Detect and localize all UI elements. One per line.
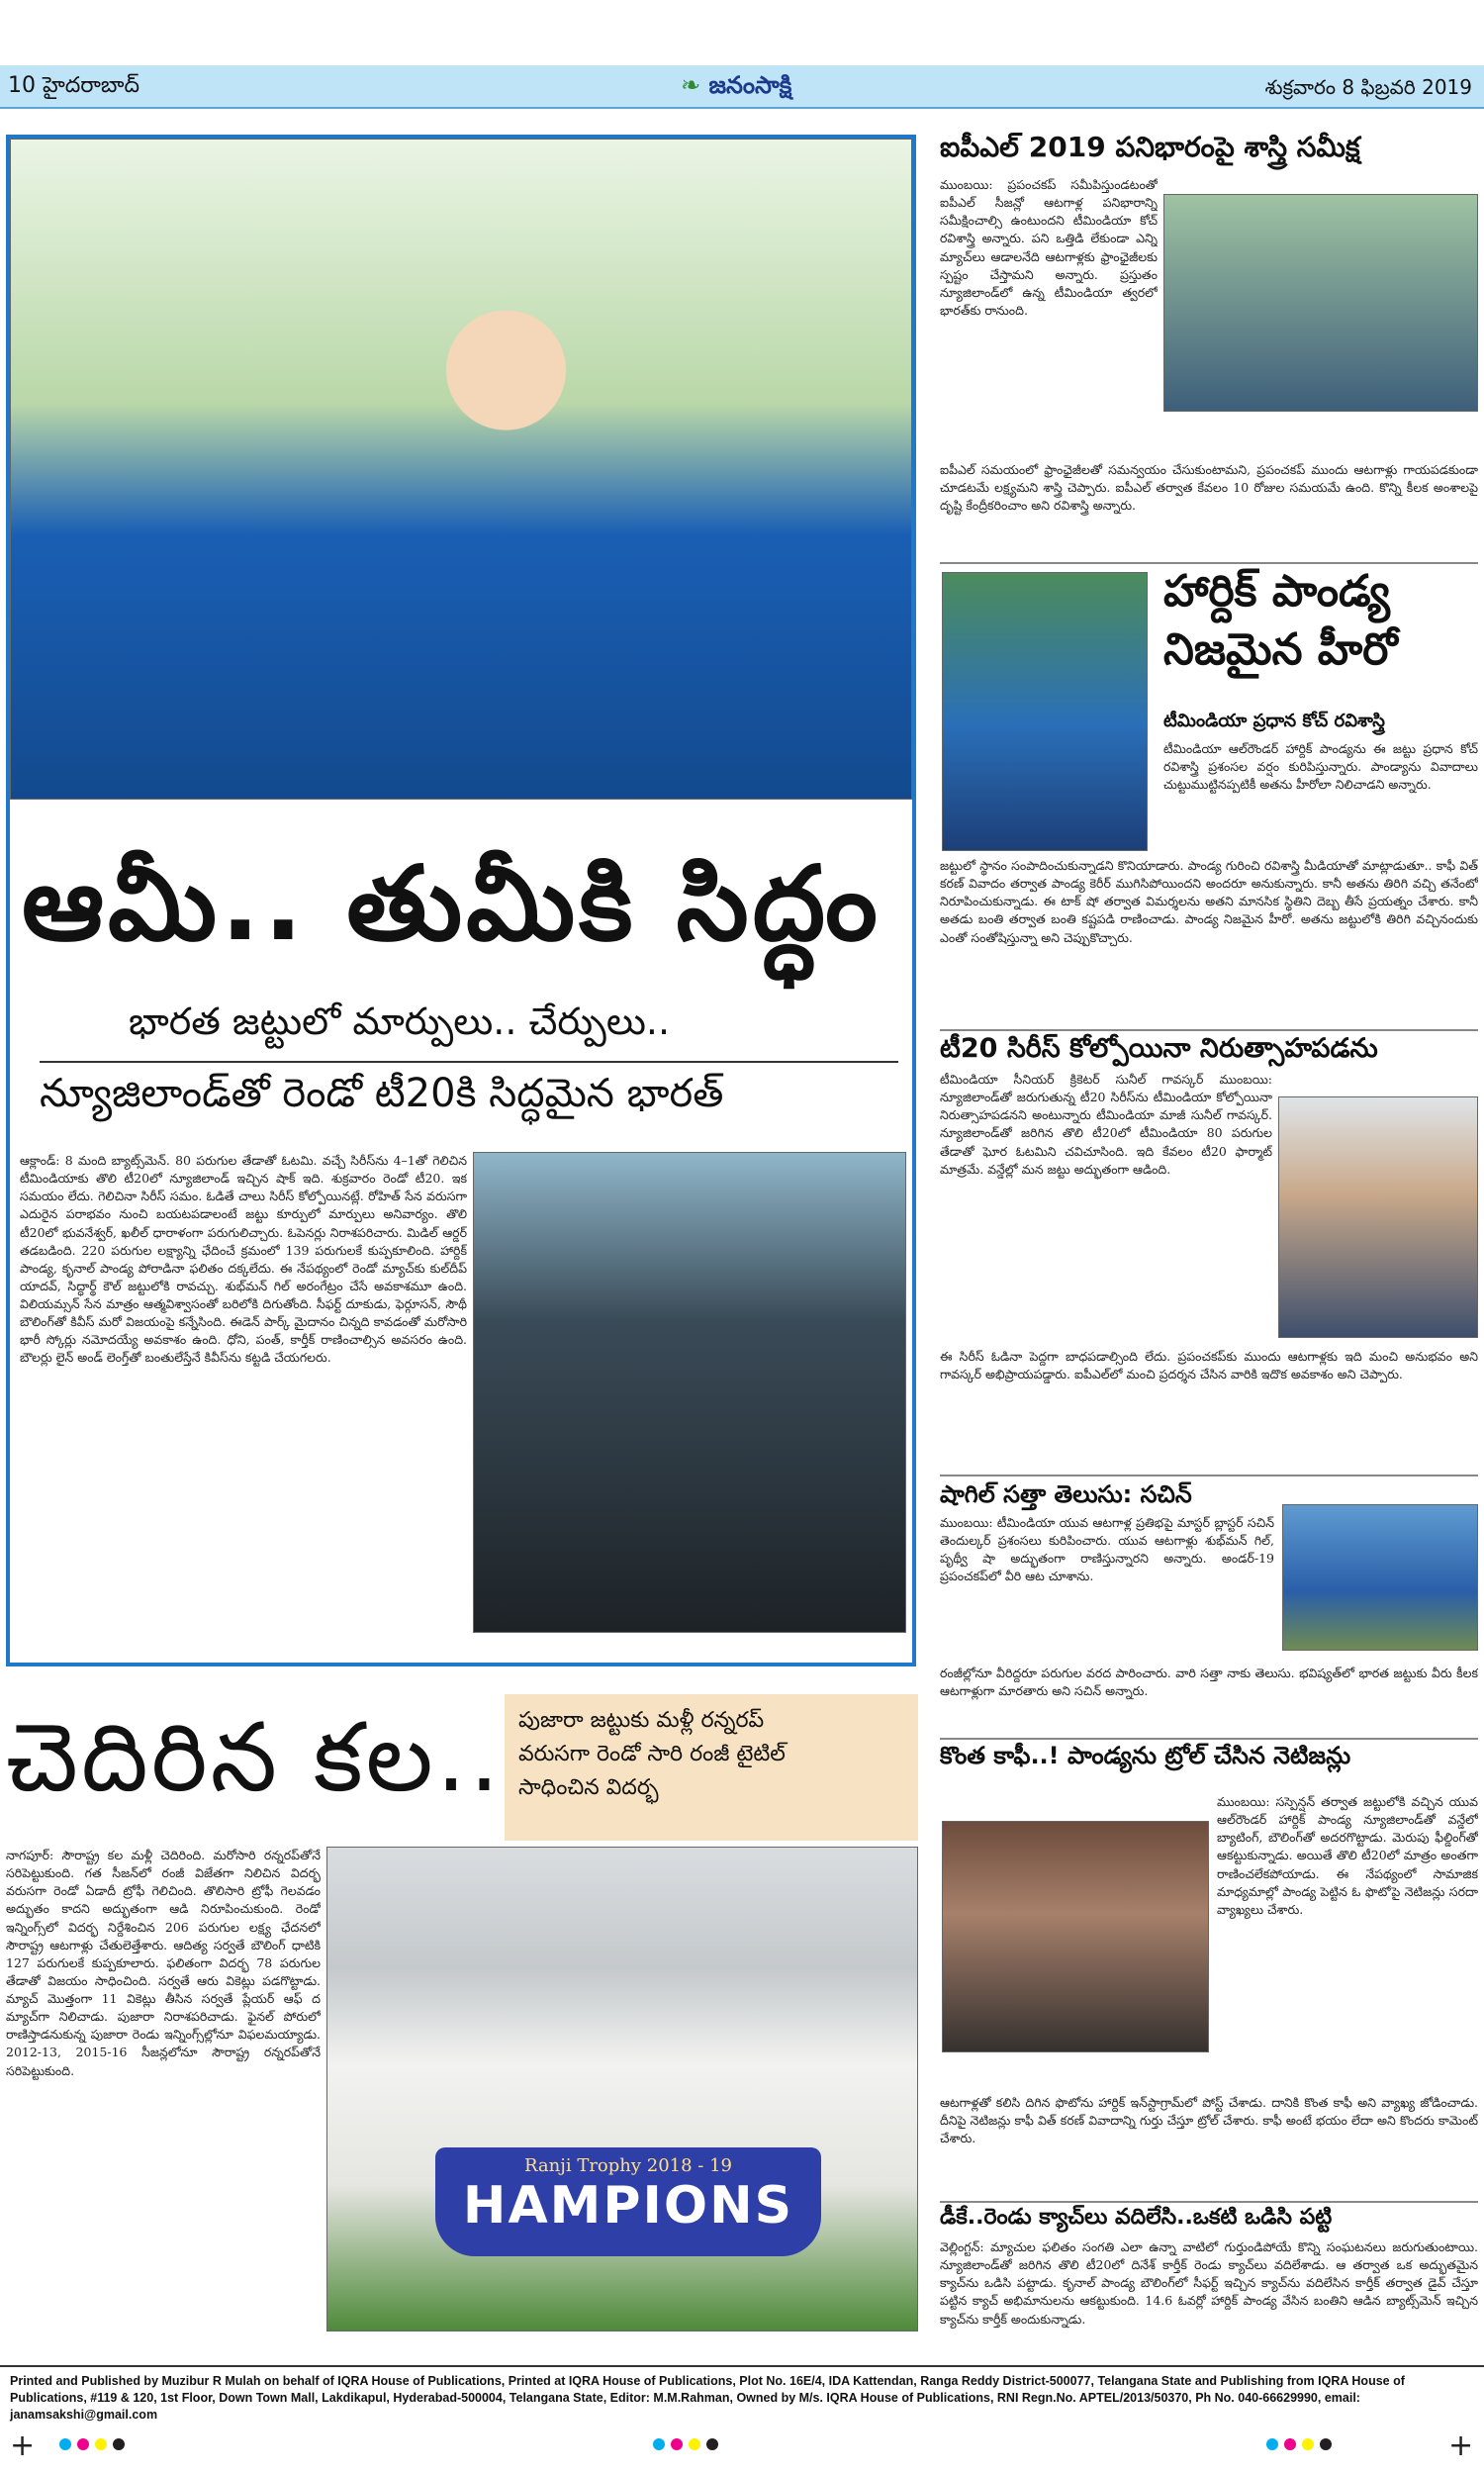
story-headline-ipl-workload: ఐపీఎల్‌ 2019 పనిభారంపై శాస్త్రి సమీక్ష bbox=[940, 131, 1360, 163]
magenta-dot-icon bbox=[671, 2438, 683, 2450]
deck-line-3: సాధించిన విదర్భ bbox=[518, 1775, 659, 1801]
story-headline-hardik-hero bbox=[1163, 562, 1478, 680]
column-divider bbox=[940, 1738, 1478, 1740]
dream-story-body: నాగపూర్‌: సౌరాష్ట్ర కల మళ్లీ చెదిరింది. మరోసారి రన్నరప్‌తోనే సరిపెట్టుకుంది. గత సీజన్‌లో రంజీ విజేతగా నిలిచిన విదర్భ వరుసగా రెండో ఏడాదీ ట్రోఫీ గెలిచింది. తొలిసారి ట్రోఫీ గెలవడం అద్భుతం కాదని అద్భుతంగా ఆడి నిరూపించుకుంది. రెండో ఇన్నింగ్స్‌లో విదర్భ నిర్దేశించిన 206 పరుగుల లక్ష్య ఛేదనలో సౌరాష్ట్ర ఆటగాళ్లు చేతులెత్తేశారు. ఆదిత్య సర్వతే బౌలింగ్‌ ధాటికి 127 పరుగులకే కుప్పకూలారు. ఫలితంగా విదర్భ 78 పరుగుల తేడాతో విజయం సాధించింది. సర్వతే ఆరు వికెట్లు పడగొట్టాడు. మ్యాచ్‌ మొత్తంగా 11 వికెట్లు తీసిన సర్వతే ప్లేయర్‌ ఆఫ్‌ ద మ్యాచ్‌గా నిలిచాడు. పుజారా నిరాశపరిచాడు. ఫైనల్‌ పోరులో రాణిస్తాడనుకున్న పుజారా రెండు ఇన్నింగ్స్‌ల్లోనూ విఫలమయ్యాడు. 2012-13, 2015-16 సీజన్లలోనూ సౌరాష్ట్ర రన్నరప్‌తోనే సరిపెట్టుకుంది. bbox=[6, 1848, 321, 2078]
story-headline-coffee-troll: కొంత కాఫీ..! పాండ్యను ట్రోల్‌ చేసిన నెటిజన్లు bbox=[940, 1742, 1351, 1769]
banner-line-1: Ranji Trophy 2018 - 19 bbox=[523, 2155, 733, 2176]
story-lead: టీమిండియా ప్రధాన కోచ్‌ రవిశాస్త్రి bbox=[1163, 711, 1385, 731]
story-body-sachin-cont: రంజీల్లోనూ వీరిద్దరూ పరుగుల వరద పారించారు. వారి సత్తా నాకు తెలుసు. భవిష్యత్‌లో భారత జట్టుకు వీరు కీలక ఆటగాళ్లుగా మారతారు అని సచిన్‌ అన్నారు. bbox=[940, 1666, 1478, 1699]
ranji-team-photo bbox=[326, 1847, 918, 2332]
magenta-dot-icon bbox=[1284, 2438, 1296, 2450]
magenta-dot-icon bbox=[77, 2438, 89, 2450]
story-body-gavaskar: టీమిండియా సీనియర్‌ క్రికెటర్‌ సునీల్‌ గావస్కర్‌ ముంబయి: న్యూజిలాండ్‌తో జరుగుతున్న టీ20 సిరీస్‌ను టీమిండియా కోల్పోయినా నిరుత్సాహపడనని అంటున్నారు టీమిండియా మాజీ సునీల్‌ గావస్కర్‌. న్యూజిలాండ్‌తో జరిగిన తొలి టీ20లో టీమిండియా 80 పరుగుల తేడాతో ఘోర ఓటమిని చవిచూసింది. ఇది కేవలం టీ20 ఫార్మాట్‌ మాత్రమే. వన్డేల్లో మన జట్టు అద్భుతంగా ఆడింది. bbox=[940, 1072, 1272, 1177]
deck-line-1: పుజారా జట్టుకు మళ్లీ రన్నరప్‌ bbox=[518, 1708, 765, 1733]
main-kicker: భారత జట్టులో మార్పులు.. చేర్పులు.. bbox=[129, 1000, 671, 1043]
yellow-dot-icon bbox=[95, 2438, 107, 2450]
black-dot-icon bbox=[113, 2438, 125, 2450]
story-body-coffee-troll: ముంబయి: సస్పెన్షన్‌ తర్వాత జట్టులోకి వచ్చిన యువ ఆల్‌రౌండర్‌ హార్దిక్‌ పాండ్య న్యూజిలాండ్‌తో వన్డేలో బ్యాటింగ్‌, బౌలింగ్‌తో అదరగొట్టాడు. మెరుపు ఫీల్డింగ్‌తో ఆకట్టుకున్నాడు. అయితే తొలి టీ20లో మాత్రం అంతగా రాణించలేకపోయాడు. ఈ నేపథ్యంలో సామాజిక మాధ్యమాల్లో పాండ్య పెట్టిన ఓ ఫొటోపై నెటిజన్లు సరదా వ్యాఖ్యలు చేశారు. bbox=[1217, 1794, 1478, 1917]
dream-headline: చెదిరిన కల.. bbox=[6, 1702, 503, 1813]
story-photo-gavaskar bbox=[1278, 1096, 1478, 1338]
page-city: హైదరాబాద్ bbox=[43, 73, 139, 98]
newspaper-logo bbox=[681, 71, 791, 105]
column-divider bbox=[940, 1029, 1478, 1031]
column-divider bbox=[940, 2201, 1478, 2203]
crosshair-icon: + bbox=[10, 2428, 36, 2463]
player-photo bbox=[473, 1152, 906, 1633]
story-photo-coach-training bbox=[1163, 194, 1478, 412]
cyan-dot-icon bbox=[1266, 2438, 1278, 2450]
cyan-dot-icon bbox=[653, 2438, 665, 2450]
story-body-dk-catches: వెల్లింగ్టన్‌: మ్యాచుల ఫలితం సంగతి ఎలా ఉన్నా వాటిలో గుర్తుండిపోయే కొన్ని సంఘటనలు జరుగుతుంటాయి. న్యూజిలాండ్‌తో జరిగిన తొలి టీ20లో దినేశ్‌ కార్తీక్‌ రెండు క్యాచ్‌లు వదిలేశాడు. ఆ తర్వాత ఒక అద్భుతమైన క్యాచ్‌ను ఒడిసి పట్టాడు. కృనాల్‌ పాండ్య బౌలింగ్‌లో సీఫర్ట్‌ ఇచ్చిన క్యాచ్‌ను వదిలేసిన కార్తీక్‌ తర్వాత డైవ్‌ చేస్తూ పట్టిన క్యాచ్‌ అభిమానులను ఆకట్టుకుంది. 14.6 ఓవర్లో హార్దిక్‌ పాండ్య వేసిన బంతిని ఆడిన బ్యాట్స్‌మెన్‌ ఇచ్చిన క్యాచ్‌ను కార్తీక్‌ అందుకున్నాడు. bbox=[940, 2239, 1478, 2327]
story-body-coffee-troll-cont: ఆటగాళ్లతో కలిసి దిగిన ఫొటోను హార్దిక్‌ ఇన్‌స్టాగ్రామ్‌లో పోస్ట్‌ చేశాడు. దానికి కొంత కాఫీ అని వ్యాఖ్య జోడించాడు. దీనిపై నెటిజన్లు కాఫీ విత్‌ కరణ్‌ వివాదాన్ని గుర్తు చేస్తూ ట్రోల్‌ చేశారు. కాఫీ అంటే భయం లేదా అని కొందరు కామెంట్‌ చేశారు. bbox=[940, 2095, 1478, 2146]
main-subheadline: న్యూజిలాండ్‌తో రెండో టీ20కి సిద్ధమైన భారత్ bbox=[40, 1061, 898, 1126]
story-photo-young-players bbox=[1282, 1504, 1478, 1651]
story-body-sachin: ముంబయి: టీమిండియా యువ ఆటగాళ్ల ప్రతిభపై మాస్టర్‌ బ్లాస్టర్‌ సచిన్‌ తెందుల్కర్‌ ప్రశంసలు కురిపించారు. యువ ఆటగాళ్లు శుభ్‌మన్‌ గిల్‌, పృథ్వీ షా అద్భుతంగా రాణిస్తున్నారని అన్నారు. అండర్‌-19 ప్రపంచకప్‌లో వీరి ఆట చూశాను. bbox=[940, 1515, 1274, 1584]
column-divider bbox=[940, 1475, 1478, 1476]
story-body-hardik-hero: టీమిండియా ఆల్‌రౌండర్‌ హార్దిక్‌ పాండ్యను ఈ జట్టు ప్రధాన కోచ్‌ రవిశాస్త్రి ప్రశంసల వర్షం కురిపిస్తున్నారు. పాండ్యాను వివాదాలు చుట్టుముట్టినప్పటికీ అతను హీరోలా నిలిచాడని అన్నారు. bbox=[1163, 741, 1478, 793]
leaf-icon: ❧ bbox=[681, 71, 701, 99]
logo-text: జనంసాక్షి bbox=[708, 71, 792, 99]
crosshair-icon: + bbox=[1448, 2428, 1474, 2463]
page-number: 10 bbox=[8, 73, 36, 98]
page-number-city bbox=[8, 73, 139, 103]
dream-deck-box bbox=[505, 1694, 918, 1841]
headline-line-2: నిజమైన హీరో bbox=[1163, 624, 1398, 676]
main-story-body: ఆక్లాండ్‌: 8 మంది బ్యాట్స్‌మెన్‌. 80 పరుగుల తేడాతో ఓటమి. వచ్చే సిరీస్‌ను 4–1తో గెలిచిన టీమిండియాకు తొలి టీ20లో న్యూజిలాండ్‌ ఇచ్చిన షాక్‌ ఇది. శుక్రవారం రెండో టీ20. ఇక సమయం లేదు. గెలిచినా సిరీస్‌ సమం. ఓడితే చాలు సిరీస్‌ కోల్పోయినట్లే. రోహిత్‌ సేన వరుసగా ఎదురైన పరాభవం నుంచి బయటపడాలంటే జట్టు కూర్పులో మార్పులు అనివార్యం. తొలి టీ20లో భువనేశ్వర్‌, ఖలీల్‌ ధారాళంగా పరుగులిచ్చారు. ఓపెనర్లు నిరాశపరిచారు. మిడిల్‌ ఆర్డర్‌ తడబడింది. 220 పరుగుల లక్ష్యాన్ని ఛేదించే క్రమంలో 139 పరుగులకే కుప్పకూలింది. హార్దిక్‌ పాండ్య, కృనాల్‌ పాండ్య పోరాడినా ఫలితం దక్కలేదు. ఈ నేపథ్యంలో రెండో మ్యాచ్‌కు కుల్‌దీప్‌ యాదవ్‌, సిద్ధార్థ్‌ కౌల్‌ జట్టులోకి రావచ్చు. శుభ్‌మన్‌ గిల్‌ అరంగేట్రం చేసే అవకాశమూ ఉంది. విలియమ్సన్‌ సేన మాత్రం ఆత్మవిశ్వాసంతో బరిలోకి దిగుతోంది. సీఫర్ట్‌ దూకుడు, ఫెర్గూసన్‌, సౌథీ బౌలింగ్‌తో కివీస్‌ మరో విజయంపై కన్నేసింది. ఈడెన్‌ పార్క్‌ మైదానం చిన్నది కావడంతో మరోసారి భారీ స్కోర్లు నమోదయ్యే అవకాశం ఉంది. ధోని, పంత్‌, కార్తీక్‌ రాణించాల్సిన అవసరం ఉంది. బౌలర్లు లైన్‌ అండ్‌ లెంగ్త్‌తో బంతులేస్తేనే కివీస్‌ను కట్టడి చేయగలరు. bbox=[20, 1153, 467, 1366]
issue-date: శుక్రవారం 8 ఫిబ్రవరి 2019 bbox=[1264, 75, 1472, 99]
imprint-line: Printed and Published by Muzibur R Mulah on behalf of IQRA House of Publications, Printed at IQRA House of Publications, Plot No. 16E/4, IDA Kattendan, Ranga Reddy District-500077, Telangana State and Publishing from IQRA House of Publications, #119 & 120, 1st Floor, Down Town Mall, Lakdikapul, Hyderabad-500004, Telangana State, Editor: M.M.Rahman, Owned by M/s. IQRA House of Publications, RNI Regn.No. APTEL/2013/50370, Ph No. 040-66629990, email: janamsakshi@gmail.com bbox=[0, 2365, 1484, 2429]
cyan-dot-icon bbox=[59, 2438, 71, 2450]
story-photo-team-selfie bbox=[942, 1821, 1209, 2052]
yellow-dot-icon bbox=[689, 2438, 700, 2450]
black-dot-icon bbox=[706, 2438, 718, 2450]
banner-line-2: HAMPIONS bbox=[462, 2176, 794, 2236]
main-story-photo bbox=[10, 139, 912, 800]
headline-line-1: హార్దిక్‌ పాండ్య bbox=[1163, 566, 1390, 617]
story-body-hardik-hero-cont: జట్టులో స్థానం సంపాదించుకున్నాడని కొనియాడారు. పాండ్య గురించి రవిశాస్త్రి మీడియాతో మాట్లాడుతూ.. కాఫీ విత్‌ కరణ్‌ వివాదం తర్వాత పాండ్య కెరీర్‌ ముగిసిపోయిందని అందరూ అనుకున్నారు. కానీ అతను తిరిగి వచ్చి తనేంటో నిరూపించుకున్నాడు. ఈ టాక్‌ షో తర్వాత విమర్శలను అతని మానసిక స్థితిని దెబ్బ తీసే ప్రయత్నం చేశారు. కానీ అతడు బంతి తర్వాత బంతి కష్టపడి రాణించాడు. పాండ్య నిజమైన హీరో. అతను జట్టులోకి తిరిగి వచ్చినందుకు ఎంతో సంతోషిస్తున్నా అని చెప్పుకొచ్చారు. bbox=[940, 858, 1478, 945]
champions-banner bbox=[435, 2147, 821, 2256]
story-headline-gavaskar: టీ20 సిరీస్‌ కోల్పోయినా నిరుత్సాహపడను bbox=[940, 1033, 1378, 1064]
story-body-ipl-workload: ముంబయి: ప్రపంచకప్‌ సమీపిస్తుండటంతో ఐపీఎల్‌ సీజన్లో ఆటగాళ్ల పనిభారాన్ని సమీక్షించాల్సి ఉంటుందని టీమిండియా కోచ్‌ రవిశాస్త్రి అన్నారు. పని ఒత్తిడి లేకుండా ఎన్ని మ్యాచ్‌లు ఆడాలనేది ఆటగాళ్లకు ఫ్రాంఛైజీలకు స్పష్టం చేస్తామని అన్నారు. ప్రస్తుతం న్యూజిలాండ్‌లో ఉన్న టీమిండియా త్వరలో భారత్‌కు రానుంది. bbox=[940, 177, 1158, 318]
story-headline-dk-catches: డీకే..రెండు క్యాచ్‌లు వదిలేసి..ఒకటి ఒడిసి పట్టి bbox=[940, 2205, 1333, 2230]
story-headline-sachin: షాగిల్‌ సత్తా తెలుసు: సచిన్‌ bbox=[940, 1480, 1192, 1508]
masthead bbox=[0, 65, 1484, 109]
story-body-gavaskar-cont: ఈ సిరీస్‌ ఓడినా పెద్దగా బాధపడాల్సింది లేదు. ప్రపంచకప్‌కు ముందు ఆటగాళ్లకు ఇది మంచి అనుభవం అని గావస్కర్‌ అభిప్రాయపడ్డారు. ఐపీఎల్‌లో మంచి ప్రదర్శన చేసిన వారికి ఇదొక అవకాశం అని చెప్పారు. bbox=[940, 1349, 1478, 1382]
registration-marks bbox=[0, 2423, 1484, 2462]
black-dot-icon bbox=[1320, 2438, 1332, 2450]
yellow-dot-icon bbox=[1302, 2438, 1314, 2450]
story-photo-coach bbox=[942, 572, 1148, 851]
deck-line-2: వరుసగా రెండో సారి రంజీ టైటిల్‌ bbox=[518, 1742, 786, 1767]
main-headline: ఆమీ.. తుమీకి సిద్ధం bbox=[22, 843, 881, 964]
story-body-ipl-workload-cont: ఐపీఎల్‌ సమయంలో ఫ్రాంఛైజీలతో సమన్వయం చేసుకుంటామని, ప్రపంచకప్‌ ముందు ఆటగాళ్లు గాయపడకుండా చూడటమే లక్ష్యమని శాస్త్రి చెప్పారు. ఐపీఎల్‌ తర్వాత కేవలం 10 రోజుల సమయమే ఉంది. కొన్ని కీలక అంశాలపై దృష్టి కేంద్రీకరించాం అని రవిశాస్త్రి అన్నారు. bbox=[940, 462, 1478, 514]
